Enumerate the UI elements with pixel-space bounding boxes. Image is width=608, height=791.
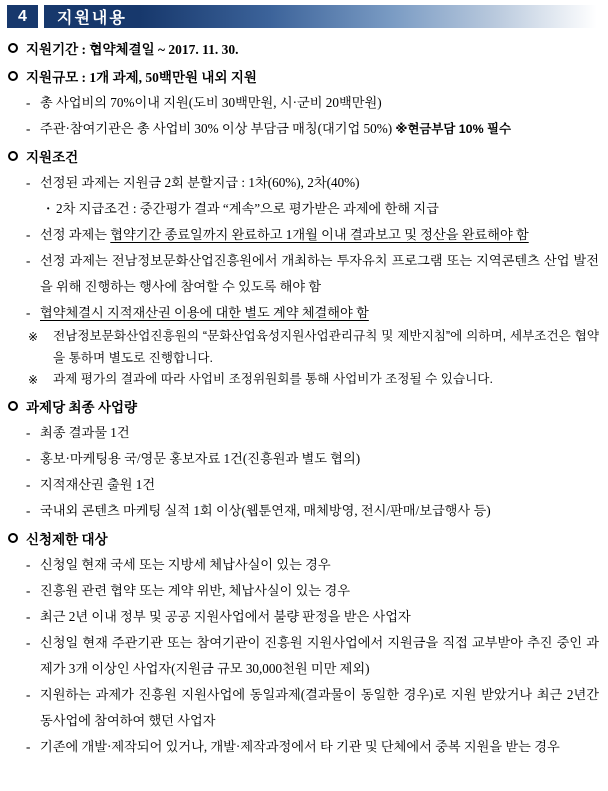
header-title-bar — [44, 5, 608, 28]
section — [8, 145, 599, 392]
circle-bullet-icon — [8, 151, 18, 161]
list-item-text — [40, 170, 599, 196]
list-item-text — [40, 682, 599, 734]
dash-marker: - — [26, 608, 31, 624]
dash-marker: - — [26, 556, 31, 572]
list-item-text — [40, 248, 599, 300]
section — [8, 65, 599, 142]
list-item — [28, 326, 599, 369]
list-item — [26, 222, 599, 248]
dot-marker: · — [46, 201, 51, 216]
text-segment: 국내외 콘텐츠 마케팅 실적 1회 이상(웹툰연재, 매체방영, 전시/판매/보급행사 등) — [40, 502, 491, 518]
list-item-text — [40, 734, 599, 760]
circle-bullet-icon — [8, 43, 18, 53]
circle-bullet-icon — [8, 401, 18, 411]
section-heading-label: 지원조건 — [26, 150, 79, 165]
list-item-text — [40, 222, 599, 248]
list-item-text — [40, 604, 599, 630]
emphasis-text: ※현금부담 10% 필수 — [395, 122, 511, 136]
dash-marker: - — [26, 175, 31, 190]
section-heading — [8, 65, 599, 90]
section-heading-label: 신청제한 대상 — [26, 531, 108, 547]
text-segment: 2차 지급조건 : 중간평가 결과 “계속”으로 평가받은 과제에 한해 지급 — [56, 201, 439, 216]
dash-marker: - — [26, 424, 31, 440]
text-segment: 과제 평가의 결과에 따라 사업비 조정위원회를 통해 사업비가 조정될 수 있습니다. — [53, 372, 493, 386]
section-number-badge: 4 — [7, 5, 38, 28]
page-title: 지원내용 — [57, 10, 127, 27]
text-segment: 기존에 개발·제작되어 있거나, 개발·제작과정에서 타 기관 및 단체에서 중복 지원을 받는 경우 — [40, 738, 560, 754]
dash-marker: - — [26, 686, 31, 702]
text-segment: 신청일 현재 주관기관 또는 참여기관이 진흥원 지원사업에서 지원금을 직접 교부받아 추진 중인 과제가 3개 이상인 사업자(지원금 규모 30,000천원 미만 제외) — [40, 634, 599, 676]
list-item — [28, 369, 599, 392]
text-segment: 주관·참여기관은 총 사업비 30% 이상 부담금 매칭(대기업 50%) — [40, 121, 396, 136]
note-marker: ※ — [28, 373, 39, 387]
dash-marker: - — [26, 738, 31, 754]
list-item — [26, 300, 599, 326]
list-item — [26, 498, 599, 524]
list-item-text — [40, 578, 599, 604]
list-item — [26, 116, 599, 142]
text-segment: 홍보·마케팅용 국/영문 홍보자료 1건(진흥원과 별도 협의) — [40, 450, 361, 466]
text-segment: 최종 결과물 1건 — [40, 424, 130, 440]
dash-marker: - — [26, 121, 31, 136]
section-heading — [8, 145, 599, 170]
section — [8, 37, 599, 62]
dash-marker: - — [26, 476, 31, 492]
list-item-text — [40, 630, 599, 682]
list-item — [26, 578, 599, 604]
list-item — [26, 604, 599, 630]
text-segment: 선정 과제는 — [40, 227, 111, 242]
dash-marker: - — [26, 582, 31, 598]
list-item-text — [53, 369, 599, 391]
section-heading — [8, 395, 599, 420]
document-body — [0, 28, 608, 760]
dash-marker: - — [26, 305, 31, 320]
list-item — [26, 420, 599, 446]
list-item-text — [40, 552, 599, 578]
list-item-text — [40, 498, 599, 524]
list-item-text — [56, 196, 599, 222]
dash-marker: - — [26, 227, 31, 242]
page — [0, 5, 608, 791]
list-item-text — [40, 472, 599, 498]
section-heading-label: 지원규모 : 1개 과제, 50백만원 내외 지원 — [26, 70, 257, 85]
section — [8, 395, 599, 524]
dash-marker: - — [26, 253, 31, 268]
text-segment: 신청일 현재 국세 또는 지방세 체납사실이 있는 경우 — [40, 556, 331, 572]
list-item — [26, 472, 599, 498]
section — [8, 527, 599, 760]
circle-bullet-icon — [8, 71, 18, 81]
list-item-text — [53, 326, 599, 369]
list-item-text — [40, 300, 599, 326]
text-segment: 총 사업비의 70%이내 지원(도비 30백만원, 시·군비 20백만원) — [40, 95, 382, 110]
list-item-text — [40, 446, 599, 472]
dash-marker: - — [26, 95, 31, 110]
section-header — [0, 5, 608, 28]
list-item — [26, 682, 599, 734]
circle-bullet-icon — [8, 533, 18, 543]
list-item — [26, 446, 599, 472]
text-segment: 전남정보문화산업진흥원의 “문화산업육성지원사업관리규칙 및 제반지침”에 의하며, 세부조건은 협약을 통하며 별도로 진행합니다. — [53, 329, 599, 365]
list-item — [26, 90, 599, 116]
dash-marker: - — [26, 634, 31, 650]
list-item-text — [40, 420, 599, 446]
list-item-text — [40, 90, 599, 116]
list-item — [26, 734, 599, 760]
underlined-text: 협약기간 종료일까지 완료하고 1개월 이내 결과보고 및 정산을 완료해야 함 — [110, 227, 529, 242]
list-item — [26, 170, 599, 196]
section-heading-label: 과제당 최종 사업량 — [26, 399, 138, 415]
section-heading — [8, 37, 599, 62]
text-segment: 지원하는 과제가 진흥원 지원사업에 동일과제(결과물이 동일한 경우)로 지원 받았거나 최근 2년간 동사업에 참여하여 했던 사업자 — [40, 686, 599, 728]
dash-marker: - — [26, 450, 31, 466]
list-item-text — [40, 116, 599, 142]
dash-marker: - — [26, 502, 31, 518]
text-segment: 선정된 과제는 지원금 2회 분할지급 : 1차(60%), 2차(40%) — [40, 175, 360, 190]
section-heading — [8, 527, 599, 552]
note-marker: ※ — [28, 330, 39, 344]
list-item — [26, 248, 599, 300]
text-segment: 진흥원 관련 협약 또는 계약 위반, 체납사실이 있는 경우 — [40, 582, 350, 598]
list-item — [46, 196, 599, 222]
text-segment: 최근 2년 이내 정부 및 공공 지원사업에서 불량 판정을 받은 사업자 — [40, 608, 411, 624]
list-item — [26, 630, 599, 682]
text-segment: 지적재산권 출원 1건 — [40, 476, 156, 492]
section-heading-label: 지원기간 : 협약체결일 ~ 2017. 11. 30. — [26, 42, 239, 57]
underlined-text: 협약체결시 지적재산권 이용에 대한 별도 계약 체결해야 함 — [40, 305, 369, 320]
list-item — [26, 552, 599, 578]
text-segment: 선정 과제는 전남정보문화산업진흥원에서 개최하는 투자유치 프로그램 또는 지역콘텐츠 산업 발전을 위해 진행하는 행사에 참여할 수 있도록 해야 함 — [40, 253, 599, 294]
